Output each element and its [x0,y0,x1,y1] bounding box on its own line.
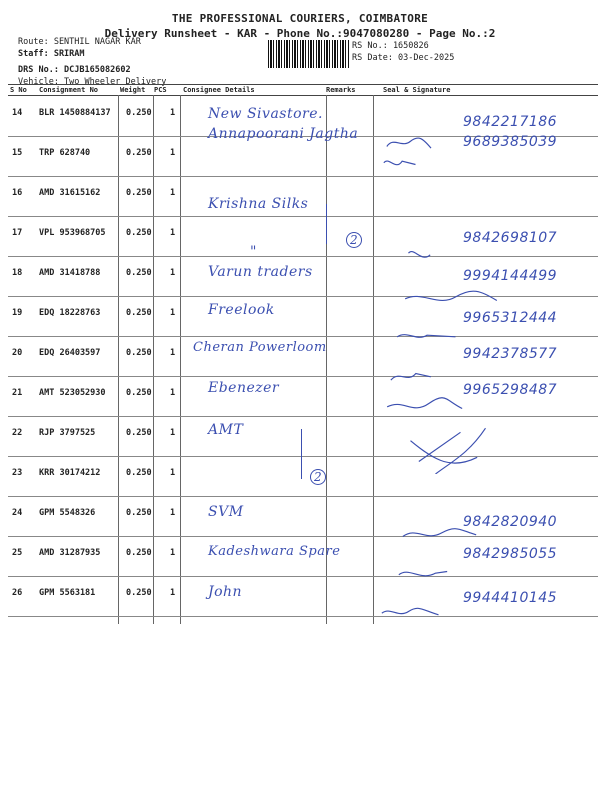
rs-date: RS Date: 03-Dec-2025 [352,53,455,63]
row-pcs: 1 [170,388,176,398]
row-weight: 0.250 [126,548,152,558]
row-weight: 0.250 [126,348,152,358]
row-sno: 14 [12,108,23,118]
row-sno: 25 [12,548,23,558]
handwritten-consignee: Varun traders [208,264,313,280]
handwritten-consignee: Freelook [208,302,275,318]
column-divider [180,95,181,624]
row-divider [8,456,598,457]
row-divider [8,176,598,177]
ditto-mark: " [250,244,257,260]
handwritten-phone: 9689385039 [463,134,558,150]
row-sno: 17 [12,228,23,238]
header-bottom-rule [8,95,598,96]
row-pcs: 1 [170,468,176,478]
row-consignment-no: BLR 1450884137 [39,108,111,118]
row-consignment-no: TRP 628740 [39,148,91,158]
row-pcs: 1 [170,588,176,598]
row-pcs: 1 [170,548,176,558]
row-sno: 24 [12,508,23,518]
row-consignment-no: AMD 31287935 [39,548,101,558]
row-divider [8,376,598,377]
company-title: THE PROFESSIONAL COURIERS, COIMBATORE [171,12,429,25]
handwritten-consignee: New Sivastore. [208,106,323,122]
handwritten-phone: 9965298487 [463,382,558,398]
row-sno: 26 [12,588,23,598]
signature-scribble [393,424,503,478]
row-consignment-no: VPL 953968705 [39,228,106,238]
staff-text: Staff: SRIRAM [18,49,85,59]
handwritten-phone: 9994144499 [463,268,558,284]
column-header-1: Consignment No [39,86,99,94]
handwritten-phone: 9842985055 [463,546,558,562]
bracket-count-mark: 2 [310,469,326,485]
row-pcs: 1 [170,268,176,278]
handwritten-phone: 9842820940 [463,514,558,530]
bracket-line [326,204,327,244]
row-sno: 18 [12,268,23,278]
row-pcs: 1 [170,108,176,118]
row-divider [8,336,598,337]
row-pcs: 1 [170,508,176,518]
row-consignment-no: AMT 523052930 [39,388,106,398]
bracket-count-mark: 2 [346,232,362,248]
vehicle-text: Vehicle: Two Wheeler Delivery [18,77,167,87]
column-divider [153,95,154,624]
row-divider [8,616,598,617]
column-divider [118,95,119,624]
handwritten-phone: 9944410145 [463,590,558,606]
barcode-image [268,40,350,68]
row-weight: 0.250 [126,388,152,398]
header-top-rule [8,84,598,85]
handwritten-consignee: Kadeshwara Spare [208,544,341,559]
signature-scribble [373,142,483,196]
row-consignment-no: AMD 31615162 [39,188,101,198]
rs-number: RS No.: 1650826 [352,41,429,51]
row-consignment-no: RJP 3797525 [39,428,96,438]
drs-text: DRS No.: DCJB165082602 [18,65,131,75]
column-header-0: S No [10,86,27,94]
row-pcs: 1 [170,348,176,358]
row-weight: 0.250 [126,268,152,278]
handwritten-consignee: AMT [208,422,244,438]
row-weight: 0.250 [126,228,152,238]
column-header-6: Seal & Signature [383,86,451,94]
row-pcs: 1 [170,228,176,238]
row-weight: 0.250 [126,428,152,438]
row-pcs: 1 [170,308,176,318]
handwritten-phone: 9842217186 [463,114,558,130]
row-sno: 20 [12,348,23,358]
handwritten-consignee: SVM [208,504,244,520]
row-pcs: 1 [170,148,176,158]
row-consignment-no: EDQ 18228763 [39,308,101,318]
column-header-3: PCS [154,86,167,94]
runsheet-table [8,84,598,624]
runsheet-subtitle: Delivery Runsheet - KAR - Phone No.:9047080280 - Page No.:2 [104,27,496,40]
column-header-4: Consignee Details [183,86,255,94]
handwritten-consignee: Cheran Powerloom [193,340,327,355]
handwritten-consignee: Annapoorani Jagtha [208,126,359,142]
bracket-line [301,429,302,479]
row-divider [8,536,598,537]
row-divider [8,576,598,577]
row-pcs: 1 [170,428,176,438]
row-sno: 21 [12,388,23,398]
runsheet-meta-right [352,40,454,64]
row-divider [8,416,598,417]
column-header-5: Remarks [326,86,356,94]
row-pcs: 1 [170,188,176,198]
signature-scribble [371,594,481,648]
handwritten-phone: 9942378577 [463,346,558,362]
row-weight: 0.250 [126,188,152,198]
handwritten-phone: 9965312444 [463,310,558,326]
handwritten-consignee: John [208,584,243,600]
row-weight: 0.250 [126,308,152,318]
row-consignment-no: EDQ 26403597 [39,348,101,358]
row-weight: 0.250 [126,508,152,518]
row-weight: 0.250 [126,108,152,118]
column-header-2: Weight [120,86,146,94]
row-divider [8,256,598,257]
row-weight: 0.250 [126,588,152,598]
runsheet-meta-left [18,36,166,88]
row-divider [8,216,598,217]
row-divider [8,496,598,497]
row-divider [8,296,598,297]
row-consignment-no: KRR 30174212 [39,468,101,478]
row-sno: 15 [12,148,23,158]
row-consignment-no: GPM 5563181 [39,588,96,598]
row-sno: 23 [12,468,23,478]
row-sno: 22 [12,428,23,438]
row-consignment-no: AMD 31418788 [39,268,101,278]
route-text: Route: SENTHIL NAGAR KAR [18,37,141,47]
row-sno: 19 [12,308,23,318]
row-sno: 16 [12,188,23,198]
row-consignment-no: GPM 5548326 [39,508,96,518]
row-weight: 0.250 [126,148,152,158]
handwritten-phone: 9842698107 [463,230,558,246]
handwritten-consignee: Ebenezer [208,380,280,396]
handwritten-consignee: Krishna Silks [208,196,309,212]
row-weight: 0.250 [126,468,152,478]
